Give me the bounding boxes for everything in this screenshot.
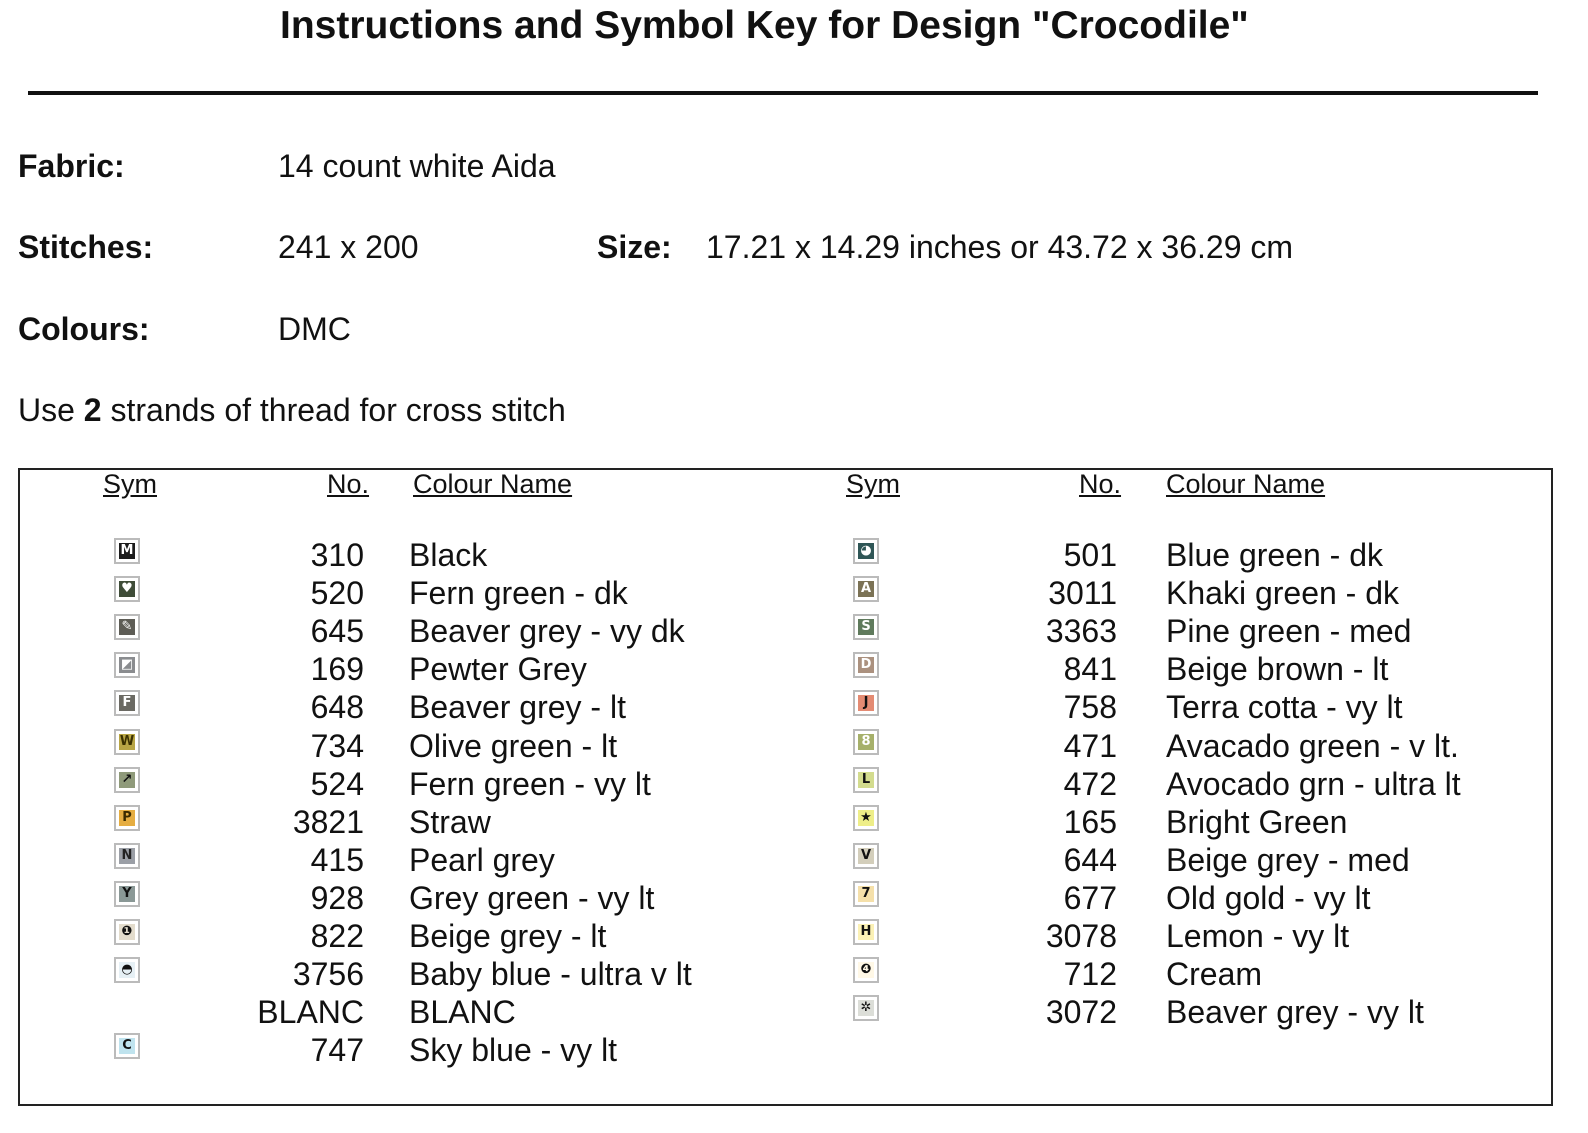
colours-value: DMC bbox=[278, 311, 351, 347]
symbol-glyph: M bbox=[120, 543, 134, 558]
colour-name: Terra cotta - vy lt bbox=[1166, 689, 1403, 725]
strands-note-post: strands of thread for cross stitch bbox=[101, 392, 566, 428]
dmc-number: BLANC bbox=[257, 994, 364, 1030]
number-seven-symbol bbox=[853, 881, 879, 907]
dmc-number: 472 bbox=[1063, 766, 1117, 802]
dmc-number: 645 bbox=[310, 613, 364, 649]
letter-j-symbol bbox=[853, 690, 879, 716]
colour-name: Khaki green - dk bbox=[1166, 575, 1400, 611]
dmc-number: 734 bbox=[310, 728, 364, 764]
star-symbol bbox=[853, 805, 879, 831]
symbol-glyph: ◓ bbox=[119, 962, 135, 978]
dmc-number: 310 bbox=[310, 537, 364, 573]
letter-w-symbol bbox=[114, 729, 140, 755]
colour-name: Pine green - med bbox=[1166, 613, 1412, 649]
dmc-number: 841 bbox=[1063, 651, 1117, 687]
symbol-glyph: ♥ bbox=[119, 581, 135, 597]
circled-eight-symbol bbox=[853, 729, 879, 755]
page-title: Instructions and Symbol Key for Design "Crocodile" bbox=[280, 4, 1249, 47]
symbol-glyph: W bbox=[119, 734, 135, 749]
dmc-number: 3821 bbox=[292, 804, 364, 840]
strands-count: 2 bbox=[83, 392, 102, 428]
letter-v-symbol bbox=[853, 843, 879, 869]
dmc-number: 644 bbox=[1063, 842, 1117, 878]
letter-p-symbol bbox=[114, 805, 140, 831]
letter-l-symbol bbox=[853, 767, 879, 793]
colour-name: Beige brown - lt bbox=[1166, 651, 1389, 687]
strands-note bbox=[18, 392, 566, 429]
dmc-number: 3363 bbox=[1045, 613, 1117, 649]
size-label: Size: bbox=[597, 229, 672, 265]
dmc-number: 520 bbox=[310, 575, 364, 611]
title-divider bbox=[28, 91, 1538, 95]
heart-symbol bbox=[114, 576, 140, 602]
colour-name: Cream bbox=[1166, 956, 1263, 992]
symbol-glyph: ◩ bbox=[120, 657, 134, 672]
letter-n-symbol bbox=[114, 843, 140, 869]
symbol-glyph: ❹ bbox=[858, 962, 874, 978]
colour-name: Avocado grn - ultra lt bbox=[1166, 766, 1461, 802]
colour-name: Beige grey - med bbox=[1166, 842, 1410, 878]
letter-h-symbol bbox=[853, 919, 879, 945]
fabric-value: 14 count white Aida bbox=[278, 148, 556, 184]
letter-c-symbol bbox=[114, 1033, 140, 1059]
colour-name: Straw bbox=[409, 804, 491, 840]
circled-one-symbol bbox=[114, 919, 140, 945]
symbol-glyph: ❶ bbox=[119, 924, 135, 940]
symbol-glyph: V bbox=[858, 848, 874, 864]
boxed-star-symbol bbox=[853, 995, 879, 1021]
symbol-glyph: F bbox=[119, 695, 135, 711]
left-colour-name-header: Colour Name bbox=[413, 469, 573, 499]
colour-name: Grey green - vy lt bbox=[409, 880, 655, 916]
symbol-glyph: D bbox=[858, 657, 874, 673]
colour-name: Bright Green bbox=[1166, 804, 1348, 840]
colour-name: Olive green - lt bbox=[409, 728, 618, 764]
symbol-glyph: 7 bbox=[858, 886, 874, 902]
half-circle-symbol bbox=[114, 957, 140, 983]
dmc-number: 677 bbox=[1063, 880, 1117, 916]
arrow-symbol bbox=[114, 767, 140, 793]
colour-name: Avacado green - v lt. bbox=[1166, 728, 1459, 764]
letter-d-symbol bbox=[853, 652, 879, 678]
symbol-glyph: P bbox=[119, 810, 135, 826]
colour-name: Beaver grey - vy dk bbox=[409, 613, 685, 649]
colour-name: BLANC bbox=[409, 994, 516, 1030]
letter-y-symbol bbox=[114, 881, 140, 907]
half-square-symbol bbox=[114, 652, 140, 678]
colour-name: Fern green - dk bbox=[409, 575, 628, 611]
colour-name: Black bbox=[409, 537, 488, 573]
symbol-glyph: ◕ bbox=[858, 543, 874, 559]
dmc-number: 471 bbox=[1063, 728, 1117, 764]
stitches-value: 241 x 200 bbox=[278, 229, 419, 265]
fabric-label: Fabric: bbox=[18, 148, 125, 184]
symbol-glyph: C bbox=[119, 1038, 135, 1054]
dmc-number: 758 bbox=[1063, 689, 1117, 725]
symbol-glyph: S bbox=[858, 619, 874, 635]
symbol-glyph: Y bbox=[119, 886, 135, 902]
stitches-label: Stitches: bbox=[18, 229, 154, 265]
circled-four-symbol bbox=[853, 957, 879, 983]
dmc-number: 648 bbox=[310, 689, 364, 725]
right-sym-header: Sym bbox=[846, 469, 900, 499]
left-sym-header: Sym bbox=[103, 469, 157, 499]
colour-name: Baby blue - ultra v lt bbox=[409, 956, 692, 992]
colour-name: Old gold - vy lt bbox=[1166, 880, 1371, 916]
dmc-number: 3756 bbox=[292, 956, 364, 992]
right-no-header: No. bbox=[1079, 469, 1122, 499]
colours-label: Colours: bbox=[18, 311, 150, 347]
colour-name: Beaver grey - lt bbox=[409, 689, 626, 725]
colour-name: Blue green - dk bbox=[1166, 537, 1384, 573]
letter-a-symbol bbox=[853, 576, 879, 602]
right-colour-name-header: Colour Name bbox=[1166, 469, 1326, 499]
dmc-number: 3072 bbox=[1045, 994, 1117, 1030]
colour-name: Lemon - vy lt bbox=[1166, 918, 1350, 954]
colour-name: Fern green - vy lt bbox=[409, 766, 651, 802]
dmc-number: 524 bbox=[310, 766, 364, 802]
colour-name: Beaver grey - vy lt bbox=[1166, 994, 1424, 1030]
symbol-glyph: H bbox=[858, 924, 874, 940]
symbol-glyph: ✎ bbox=[119, 619, 135, 635]
dmc-number: 3078 bbox=[1045, 918, 1117, 954]
dmc-number: 712 bbox=[1063, 956, 1117, 992]
colour-name: Pearl grey bbox=[409, 842, 555, 878]
symbol-glyph: ★ bbox=[858, 810, 874, 826]
pie-circle-symbol bbox=[853, 538, 879, 564]
letter-m-symbol bbox=[114, 538, 140, 564]
pencil-symbol bbox=[114, 614, 140, 640]
dmc-number: 822 bbox=[310, 918, 364, 954]
letter-s-symbol bbox=[853, 614, 879, 640]
dmc-number: 3011 bbox=[1048, 575, 1117, 611]
symbol-glyph: L bbox=[858, 772, 874, 788]
colour-name: Beige grey - lt bbox=[409, 918, 607, 954]
symbol-glyph: ✲ bbox=[858, 1000, 874, 1016]
symbol-glyph: J bbox=[858, 695, 874, 711]
symbol-glyph: N bbox=[119, 848, 135, 864]
strands-note-pre: Use bbox=[18, 392, 84, 428]
dmc-number: 165 bbox=[1063, 804, 1117, 840]
dmc-number: 415 bbox=[310, 842, 364, 878]
size-value: 17.21 x 14.29 inches or 43.72 x 36.29 cm bbox=[706, 229, 1294, 265]
colour-name: Sky blue - vy lt bbox=[409, 1032, 618, 1068]
dmc-number: 928 bbox=[310, 880, 364, 916]
dmc-number: 501 bbox=[1063, 537, 1117, 573]
letter-f-symbol bbox=[114, 690, 140, 716]
symbol-glyph: A bbox=[858, 581, 874, 597]
left-no-header: No. bbox=[327, 469, 370, 499]
symbol-glyph: ↗ bbox=[119, 772, 135, 788]
colour-name: Pewter Grey bbox=[409, 651, 587, 687]
symbol-glyph: 8 bbox=[858, 734, 874, 750]
dmc-number: 747 bbox=[310, 1032, 364, 1068]
dmc-number: 169 bbox=[310, 651, 364, 687]
